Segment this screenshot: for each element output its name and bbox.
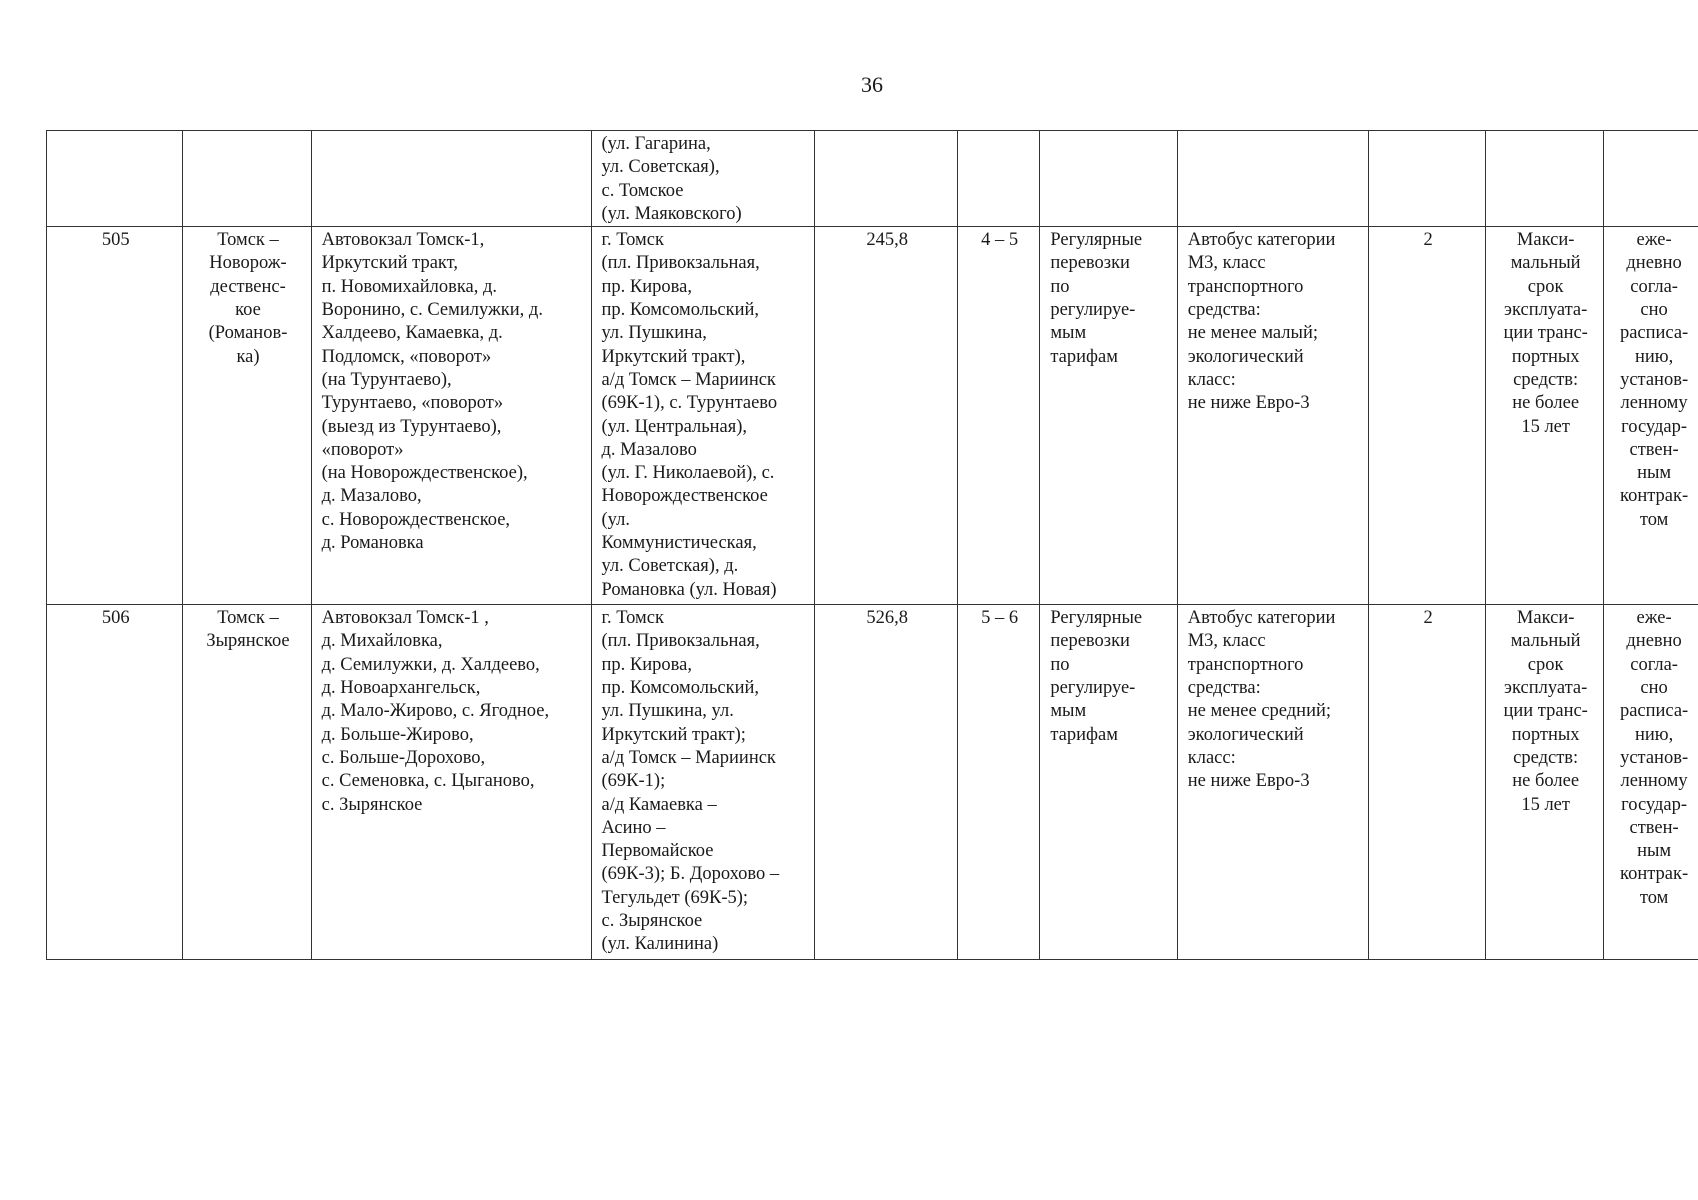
transport-mode-cell-line: тарифам — [1050, 724, 1118, 745]
route-path-cell-line: (69К-3); Б. Дорохово – — [601, 864, 780, 885]
route-stops-cell-line: с. Семеновка, с. Цыганово, — [321, 771, 535, 792]
vehicle-type-cell-line: транспортного — [1187, 654, 1304, 675]
schedule-cell-line: расписа- — [1619, 701, 1689, 722]
vehicle-age-cell-line: мальный — [1510, 631, 1581, 652]
route-stops-cell-line: (на Новорождественское), — [321, 463, 528, 484]
schedule-cell — [1604, 131, 1698, 227]
table-row — [47, 131, 1698, 227]
vehicle-age-cell-line: Макси- — [1516, 230, 1575, 251]
schedule-cell-line: установ- — [1620, 369, 1689, 390]
name-cell — [183, 131, 311, 227]
schedule-cell-line: ствен- — [1629, 817, 1679, 838]
route-path-cell-line: с. Зырянское — [601, 911, 703, 932]
route-path-cell — [591, 605, 815, 960]
vehicle-age-cell-line: средств: — [1513, 747, 1579, 768]
vehicle-type-cell — [1177, 227, 1368, 605]
schedule-cell-line: контрак- — [1620, 486, 1689, 507]
transport-mode-cell-line: регулируе- — [1050, 678, 1136, 699]
schedule-cell-line: дневно — [1626, 631, 1682, 652]
route-stops-cell-line: д. Семилужки, д. Халдеево, — [321, 654, 540, 675]
route-stops-cell-line: Подломск, «поворот» — [321, 346, 492, 367]
vehicle-cell — [1177, 131, 1368, 227]
path-cell-line: (ул. Гагарина, — [601, 134, 711, 154]
route-path-cell-line: Иркутский тракт), — [601, 346, 746, 367]
vehicle-type-cell-line: не менее малый; — [1187, 323, 1318, 344]
schedule-cell-line: контрак- — [1620, 864, 1689, 885]
route-path-cell-line: (ул. Центральная), — [601, 416, 748, 437]
route-path-cell-line: ул. Пушкина, — [601, 323, 707, 344]
route-stops-cell-line: «поворот» — [321, 439, 404, 460]
route-path-cell-line: Тегульдет (69К-5); — [601, 887, 749, 908]
vehicle-type-cell-line: средства: — [1187, 678, 1261, 699]
route-stops-count-cell: 4 – 5 — [957, 227, 1039, 605]
vehicle-age-cell-line: ции транс- — [1503, 323, 1588, 344]
schedule-cell — [1604, 227, 1698, 605]
vehicle-type-cell-line: Автобус категории — [1187, 230, 1336, 251]
number-cell — [47, 131, 183, 227]
schedule-cell-line: нию, — [1634, 724, 1674, 745]
schedule-cell-line: дневно — [1626, 253, 1682, 274]
route-path-cell-line: (пл. Привокзальная, — [601, 631, 760, 652]
vehicle-age-cell-line: мальный — [1510, 253, 1581, 274]
route-path-cell-line: пр. Комсомольский, — [601, 300, 760, 321]
schedule-cell-line: ствен- — [1629, 439, 1679, 460]
route-name-cell — [183, 227, 311, 605]
transport-mode-cell — [1040, 227, 1177, 605]
vehicle-age-cell-line: портных — [1511, 346, 1580, 367]
route-path-cell-line: (ул. Г. Николаевой), с. — [601, 463, 775, 484]
route-stops-cell-line: д. Мазалово, — [321, 486, 422, 507]
schedule-cell-line: согла- — [1630, 276, 1678, 297]
transport-mode-cell-line: Регулярные — [1050, 608, 1143, 629]
route-stops-cell-line: Турунтаево, «поворот» — [321, 393, 504, 414]
schedule-cell-line: сно — [1640, 300, 1668, 321]
route-name-cell-line: (Романов- — [208, 323, 288, 344]
route-length-cell: 245,8 — [815, 227, 957, 605]
route-stops-cell — [311, 605, 591, 960]
route-path-cell-line: а/д Томск – Мариинск — [601, 747, 776, 768]
route-path-cell-line: Иркутский тракт); — [601, 724, 746, 745]
schedule-cell-line: государ- — [1621, 416, 1688, 437]
route-name-cell-line: Томск – — [217, 608, 279, 629]
vehicle-type-cell-line: средства: — [1187, 300, 1261, 321]
vehicle-age-cell-line: ции транс- — [1503, 701, 1588, 722]
path-cell-line: (ул. Маяковского) — [601, 203, 742, 224]
vehicle-age-cell-line: срок — [1527, 276, 1564, 297]
transport-mode-cell — [1040, 605, 1177, 960]
schedule-cell-line: установ- — [1620, 747, 1689, 768]
route-number-cell: 505 — [47, 227, 183, 605]
route-path-cell-line: пр. Кирова, — [601, 654, 692, 675]
route-path-cell-line: (69К-1), с. Турунтаево — [601, 393, 778, 414]
route-number-cell: 506 — [47, 605, 183, 960]
transport-mode-cell-line: регулируе- — [1050, 300, 1136, 321]
schedule-cell-line: согла- — [1630, 654, 1678, 675]
route-path-cell-line: (пл. Привокзальная, — [601, 253, 760, 274]
vehicle-count-cell — [1369, 131, 1486, 227]
transport-mode-cell-line: перевозки — [1050, 631, 1130, 652]
schedule-cell-line: еже- — [1636, 608, 1672, 629]
route-name-cell-line: Новорож- — [209, 253, 287, 274]
vehicle-age-cell — [1486, 227, 1604, 605]
vehicle-age-cell-line: портных — [1511, 724, 1580, 745]
route-stops-cell-line: (выезд из Турунтаево), — [321, 416, 502, 437]
schedule-cell-line: ным — [1637, 463, 1672, 484]
route-length-cell: 526,8 — [815, 605, 957, 960]
route-path-cell-line: Новорождественское — [601, 486, 768, 507]
route-path-cell-line: Коммунистическая, — [601, 533, 757, 554]
vehicle-type-cell-line: не ниже Евро-3 — [1187, 771, 1310, 792]
route-stops-cell-line: с. Зырянское — [321, 794, 423, 815]
vehicle-type-cell-line: экологический — [1187, 724, 1304, 745]
schedule-cell-line: ным — [1637, 841, 1672, 862]
route-stops-cell-line: с. Новорождественское, — [321, 509, 511, 530]
schedule-cell-line: еже- — [1636, 230, 1672, 251]
vehicle-count-cell: 2 — [1369, 605, 1486, 960]
schedule-cell-line: государ- — [1621, 794, 1688, 815]
age-cell — [1486, 131, 1604, 227]
transport-mode-cell-line: мым — [1050, 323, 1087, 344]
route-name-cell — [183, 605, 311, 960]
route-stops-cell-line: Воронино, с. Семилужки, д. — [321, 300, 543, 321]
stops-cell — [311, 131, 591, 227]
vehicle-type-cell — [1177, 605, 1368, 960]
route-name-cell-line: кое — [235, 300, 261, 321]
vehicle-age-cell-line: Макси- — [1516, 608, 1575, 629]
route-path-cell-line: пр. Комсомольский, — [601, 678, 760, 699]
vehicle-age-cell-line: срок — [1527, 654, 1564, 675]
route-stops-cell-line: д. Романовка — [321, 533, 424, 554]
vehicle-type-cell-line: класс: — [1187, 747, 1236, 768]
route-name-cell-line: Томск – — [217, 230, 279, 251]
route-path-cell-line: г. Томск — [601, 608, 664, 629]
schedule-cell-line: ленному — [1620, 771, 1688, 792]
transport-mode-cell-line: перевозки — [1050, 253, 1130, 274]
vehicle-age-cell-line: средств: — [1513, 369, 1579, 390]
schedule-cell-line: нию, — [1634, 346, 1674, 367]
table-row — [47, 605, 1698, 960]
route-path-cell-line: Первомайское — [601, 841, 714, 862]
route-name-cell-line: дественс- — [210, 276, 286, 297]
vehicle-type-cell-line: М3, класс — [1187, 253, 1266, 274]
route-path-cell — [591, 227, 815, 605]
path-cell — [591, 131, 815, 227]
vehicle-age-cell-line: 15 лет — [1521, 794, 1570, 815]
route-path-cell-line: (69К-1); — [601, 771, 666, 792]
path-cell-line: ул. Советская), — [601, 157, 720, 178]
route-path-cell-line: ул. Советская), д. — [601, 556, 739, 577]
vehicle-type-cell-line: не ниже Евро-3 — [1187, 393, 1310, 414]
vehicle-type-cell-line: не менее средний; — [1187, 701, 1332, 722]
vehicle-type-cell-line: класс: — [1187, 369, 1236, 390]
vehicle-age-cell-line: эксплуата- — [1504, 678, 1588, 699]
route-stops-cell — [311, 227, 591, 605]
page-number: 36 — [861, 72, 883, 97]
mode-cell — [1040, 131, 1177, 227]
vehicle-age-cell-line: не более — [1512, 393, 1580, 414]
schedule-cell-line: том — [1639, 509, 1669, 530]
route-path-cell-line: (ул. Калинина) — [601, 934, 719, 955]
vehicle-age-cell-line: эксплуата- — [1504, 300, 1588, 321]
vehicle-type-cell-line: экологический — [1187, 346, 1304, 367]
route-stops-cell-line: Иркутский тракт, — [321, 253, 458, 274]
route-name-cell-line: Зырянское — [206, 631, 290, 652]
vehicle-age-cell — [1486, 605, 1604, 960]
schedule-cell-line: ленному — [1620, 393, 1688, 414]
schedule-cell — [1604, 605, 1698, 960]
schedule-cell-line: сно — [1640, 678, 1668, 699]
route-stops-cell-line: д. Мало-Жирово, с. Ягодное, — [321, 701, 550, 722]
route-path-cell-line: Романовка (ул. Новая) — [601, 579, 777, 600]
route-name-cell-line: ка) — [236, 346, 260, 367]
transport-mode-cell-line: по — [1050, 276, 1070, 297]
route-path-cell-line: Асино – — [601, 817, 666, 838]
route-path-cell-line: (ул. — [601, 509, 630, 530]
route-stops-cell-line: Автовокзал Томск-1 , — [321, 608, 489, 629]
stops-count-cell — [957, 131, 1039, 227]
transport-mode-cell-line: Регулярные — [1050, 230, 1143, 251]
route-stops-cell-line: п. Новомихайловка, д. — [321, 276, 498, 297]
transport-mode-cell-line: тарифам — [1050, 346, 1118, 367]
route-stops-count-cell: 5 – 6 — [957, 605, 1039, 960]
schedule-cell-line: том — [1639, 887, 1669, 908]
route-stops-cell-line: д. Михайловка, — [321, 631, 443, 652]
transport-mode-cell-line: мым — [1050, 701, 1087, 722]
routes-table — [46, 130, 1698, 960]
route-path-cell-line: г. Томск — [601, 230, 664, 251]
route-path-cell-line: пр. Кирова, — [601, 276, 692, 297]
route-path-cell-line: д. Мазалово — [601, 439, 697, 460]
vehicle-age-cell-line: не более — [1512, 771, 1580, 792]
length-cell — [815, 131, 957, 227]
vehicle-age-cell-line: 15 лет — [1521, 416, 1570, 437]
route-stops-cell-line: с. Больше-Дорохово, — [321, 747, 486, 768]
vehicle-type-cell-line: Автобус категории — [1187, 608, 1336, 629]
schedule-cell-line: расписа- — [1619, 323, 1689, 344]
vehicle-type-cell-line: транспортного — [1187, 276, 1304, 297]
vehicle-count-cell: 2 — [1369, 227, 1486, 605]
transport-mode-cell-line: по — [1050, 654, 1070, 675]
route-stops-cell-line: Халдеево, Камаевка, д. — [321, 323, 503, 344]
route-path-cell-line: ул. Пушкина, ул. — [601, 701, 734, 722]
table-row — [47, 227, 1698, 605]
vehicle-type-cell-line: М3, класс — [1187, 631, 1266, 652]
route-path-cell-line: а/д Томск – Мариинск — [601, 369, 776, 390]
route-path-cell-line: а/д Камаевка – — [601, 794, 717, 815]
route-stops-cell-line: (на Турунтаево), — [321, 369, 452, 390]
route-stops-cell-line: д. Больше-Жирово, — [321, 724, 474, 745]
route-stops-cell-line: д. Новоархангельск, — [321, 678, 481, 699]
path-cell-line: с. Томское — [601, 180, 684, 201]
route-stops-cell-line: Автовокзал Томск-1, — [321, 230, 485, 251]
